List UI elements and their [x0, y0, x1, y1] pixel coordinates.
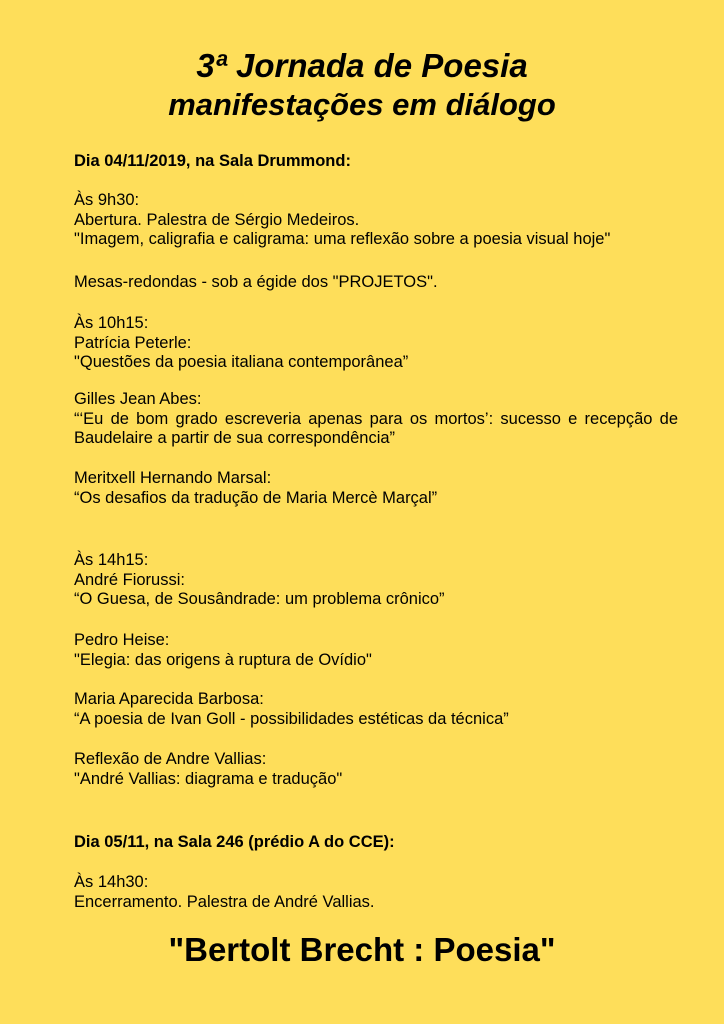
- talk-block: [74, 631, 678, 670]
- round-tables-text: Mesas-redondas - sob a égide dos "PROJETOS".: [74, 273, 438, 291]
- talk-speaker: Meritxell Hernando Marsal:: [74, 469, 272, 487]
- talk-speaker: Patrícia Peterle:: [74, 333, 192, 352]
- opening-line2: "Imagem, caligrafia e caligrama: uma reflexão sobre a poesia visual hoje": [74, 230, 611, 248]
- morning-block: [74, 314, 678, 373]
- talk-title: "Elegia: das origens à ruptura de Ovídio": [74, 650, 372, 669]
- closing-block: [74, 873, 678, 912]
- talk-block: [74, 750, 678, 789]
- talk-speaker: André Fiorussi:: [74, 570, 185, 589]
- day1-header: Dia 04/11/2019, na Sala Drummond:: [74, 152, 351, 170]
- talk-speaker: Reflexão de Andre Vallias:: [74, 750, 267, 768]
- opening-block: [74, 191, 678, 250]
- afternoon-block: [74, 551, 678, 610]
- closing-time: Às 14h30:: [74, 873, 149, 891]
- poster-title: 3ª Jornada de Poesia: [196, 47, 528, 84]
- day2-header: Dia 05/11, na Sala 246 (prédio A do CCE):: [74, 833, 395, 851]
- talk-title: “Os desafios da tradução de Maria Mercè Marçal”: [74, 488, 438, 507]
- talk-speaker: Pedro Heise:: [74, 631, 170, 649]
- round-tables-block: [74, 273, 678, 293]
- talk-speaker: Gilles Jean Abes:: [74, 390, 202, 408]
- talk-block: [74, 469, 678, 508]
- day1-header-block: [74, 152, 678, 172]
- talk-title: "Questões da poesia italiana contemporânea”: [74, 353, 409, 371]
- day2-header-block: [74, 833, 678, 853]
- talk-title: “A poesia de Ivan Goll - possibilidades estéticas da técnica”: [74, 709, 509, 728]
- talk-title: “‘Eu de bom grado escreveria apenas para os mortos’: sucesso e recepção de Baudelaire a partir de sua correspondência”: [74, 409, 678, 447]
- morning-time: Às 10h15:: [74, 314, 149, 332]
- talk-block: [74, 390, 678, 449]
- opening-line1: Abertura. Palestra de Sérgio Medeiros.: [74, 210, 360, 229]
- closing-line1: Encerramento. Palestra de André Vallias.: [74, 892, 375, 911]
- talk-title: “O Guesa, de Sousândrade: um problema crônico”: [74, 590, 445, 608]
- talk-speaker: Maria Aparecida Barbosa:: [74, 690, 264, 708]
- poster-subtitle: manifestações em diálogo: [168, 87, 556, 122]
- afternoon-time: Às 14h15:: [74, 551, 149, 569]
- talk-block: [74, 690, 678, 729]
- talk-title: "André Vallias: diagrama e tradução": [74, 769, 343, 788]
- final-title: "Bertolt Brecht : Poesia": [168, 931, 556, 968]
- opening-time: Às 9h30:: [74, 191, 140, 209]
